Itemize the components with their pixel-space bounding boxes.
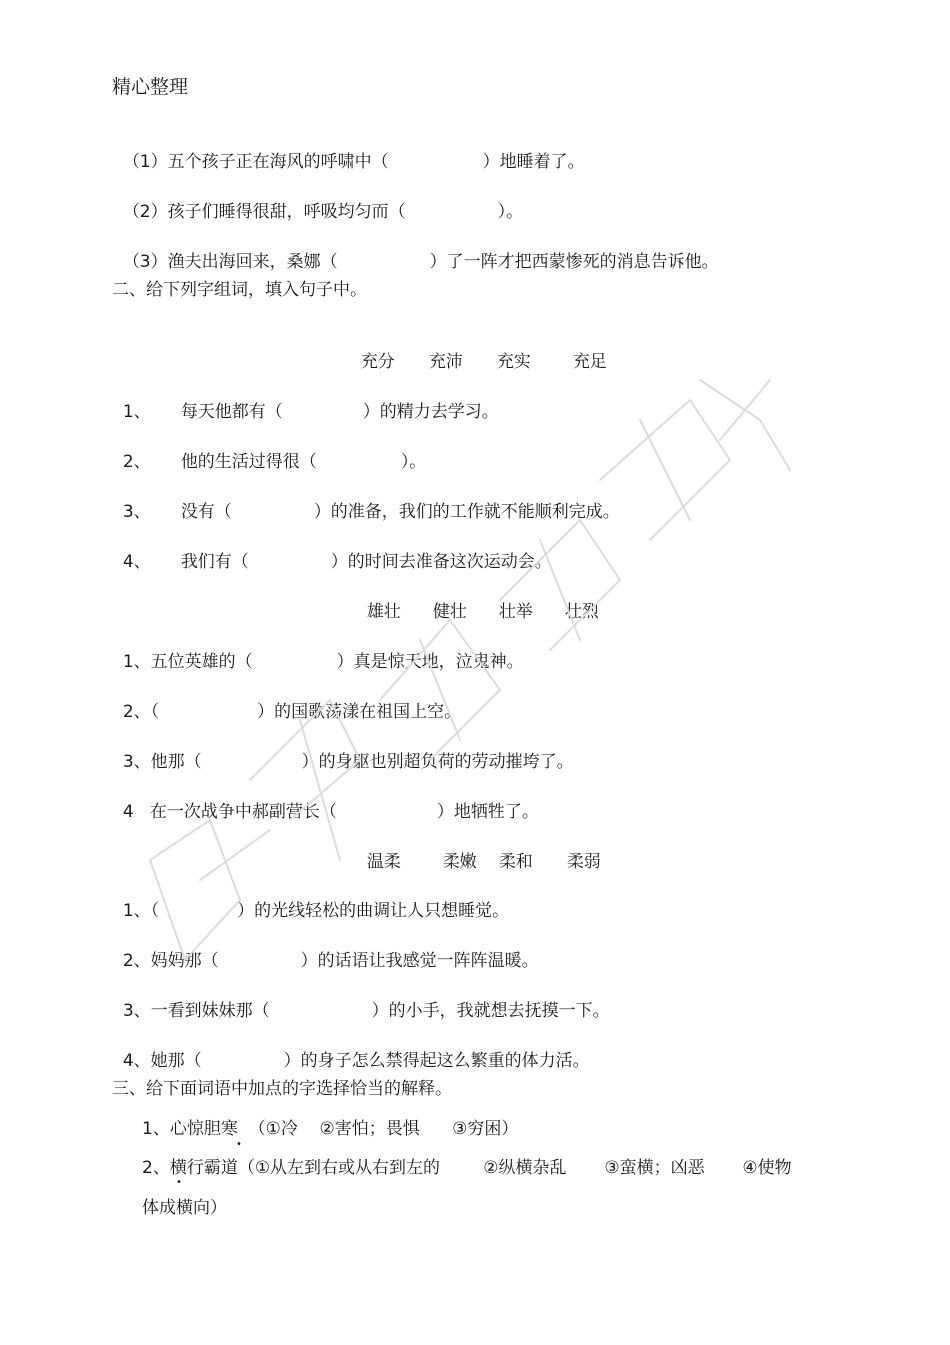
fill-blank-item: 4 在一次战争中郝副营长（ ）地牺牲了。: [122, 802, 539, 822]
fill-blank-item: （3）渔夫出海回来，桑娜（ ）了一阵才把西蒙惨死的消息告诉他。: [122, 252, 719, 272]
fill-blank-item: 3、一看到妹妹那（ ）的小手，我就想去抚摸一下。: [122, 1001, 610, 1021]
question-2: 2、横行霸道（①从左到右或从右到左的 ②纵横杂乱 ③蛮横；凶恶 ④使物: [142, 1158, 792, 1178]
question-1: 1、心惊胆寒 （①冷 ②害怕；畏惧 ③穷困）: [142, 1119, 519, 1139]
word: 雄壮: [366, 602, 401, 622]
page-title: 精心整理: [112, 76, 189, 98]
word: 壮举: [498, 602, 533, 622]
fill-blank-item: 2、 他的生活过得很（ ）。: [122, 452, 427, 472]
word: 柔弱: [566, 852, 601, 872]
fill-blank-item: 1、五位英雄的（ ）真是惊天地，泣鬼神。: [122, 652, 524, 672]
word: 柔嫩: [442, 852, 477, 872]
fill-blank-item: 2、（ ）的国歌荡漾在祖国上空。: [122, 702, 462, 722]
word: 健壮: [432, 602, 467, 622]
word-list: [350, 329, 607, 373]
fill-blank-item: 1、（ ）的光线轻松的曲调让人只想睡觉。: [122, 901, 510, 921]
question-2-continued: 体成横向）: [142, 1198, 227, 1218]
fill-blank-item: 3、 没有（ ）的准备，我们的工作就不能顺利完成。: [122, 502, 620, 522]
word: 壮烈: [564, 602, 599, 622]
fill-blank-item: 1、 每天他都有（ ）的精力去学习。: [122, 402, 499, 422]
fill-blank-item: 2、妈妈那（ ）的话语让我感觉一阵阵温暖。: [122, 951, 539, 971]
fill-blank-item: （1）五个孩子正在海风的呼啸中（ ）地睡着了。: [122, 152, 585, 172]
word: 充沛: [428, 352, 463, 372]
fill-blank-item: （2）孩子们睡得很甜，呼吸均匀而（ ）。: [122, 202, 524, 222]
section-heading: 三、给下面词语中加点的字选择恰当的解释。: [112, 1079, 452, 1099]
section-heading: 二、给下列字组词，填入句子中。: [112, 280, 367, 300]
word: 柔和: [498, 852, 533, 872]
emphasis-dot: •: [176, 1177, 182, 1188]
word: 充实: [496, 352, 531, 372]
word: 充分: [360, 352, 395, 372]
fill-blank-item: 4、 我们有（ ）的时间去准备这次运动会。: [122, 552, 552, 572]
word-list: [356, 829, 601, 873]
fill-blank-item: 4、她那（ ）的身子怎么禁得起这么繁重的体力活。: [122, 1051, 590, 1071]
word: 温柔: [366, 852, 401, 872]
word: 充足: [572, 352, 607, 372]
fill-blank-item: 3、他那（ ）的身躯也别超负荷的劳动摧垮了。: [122, 752, 574, 772]
emphasis-dot: •: [236, 1139, 242, 1150]
word-list: [356, 579, 599, 623]
